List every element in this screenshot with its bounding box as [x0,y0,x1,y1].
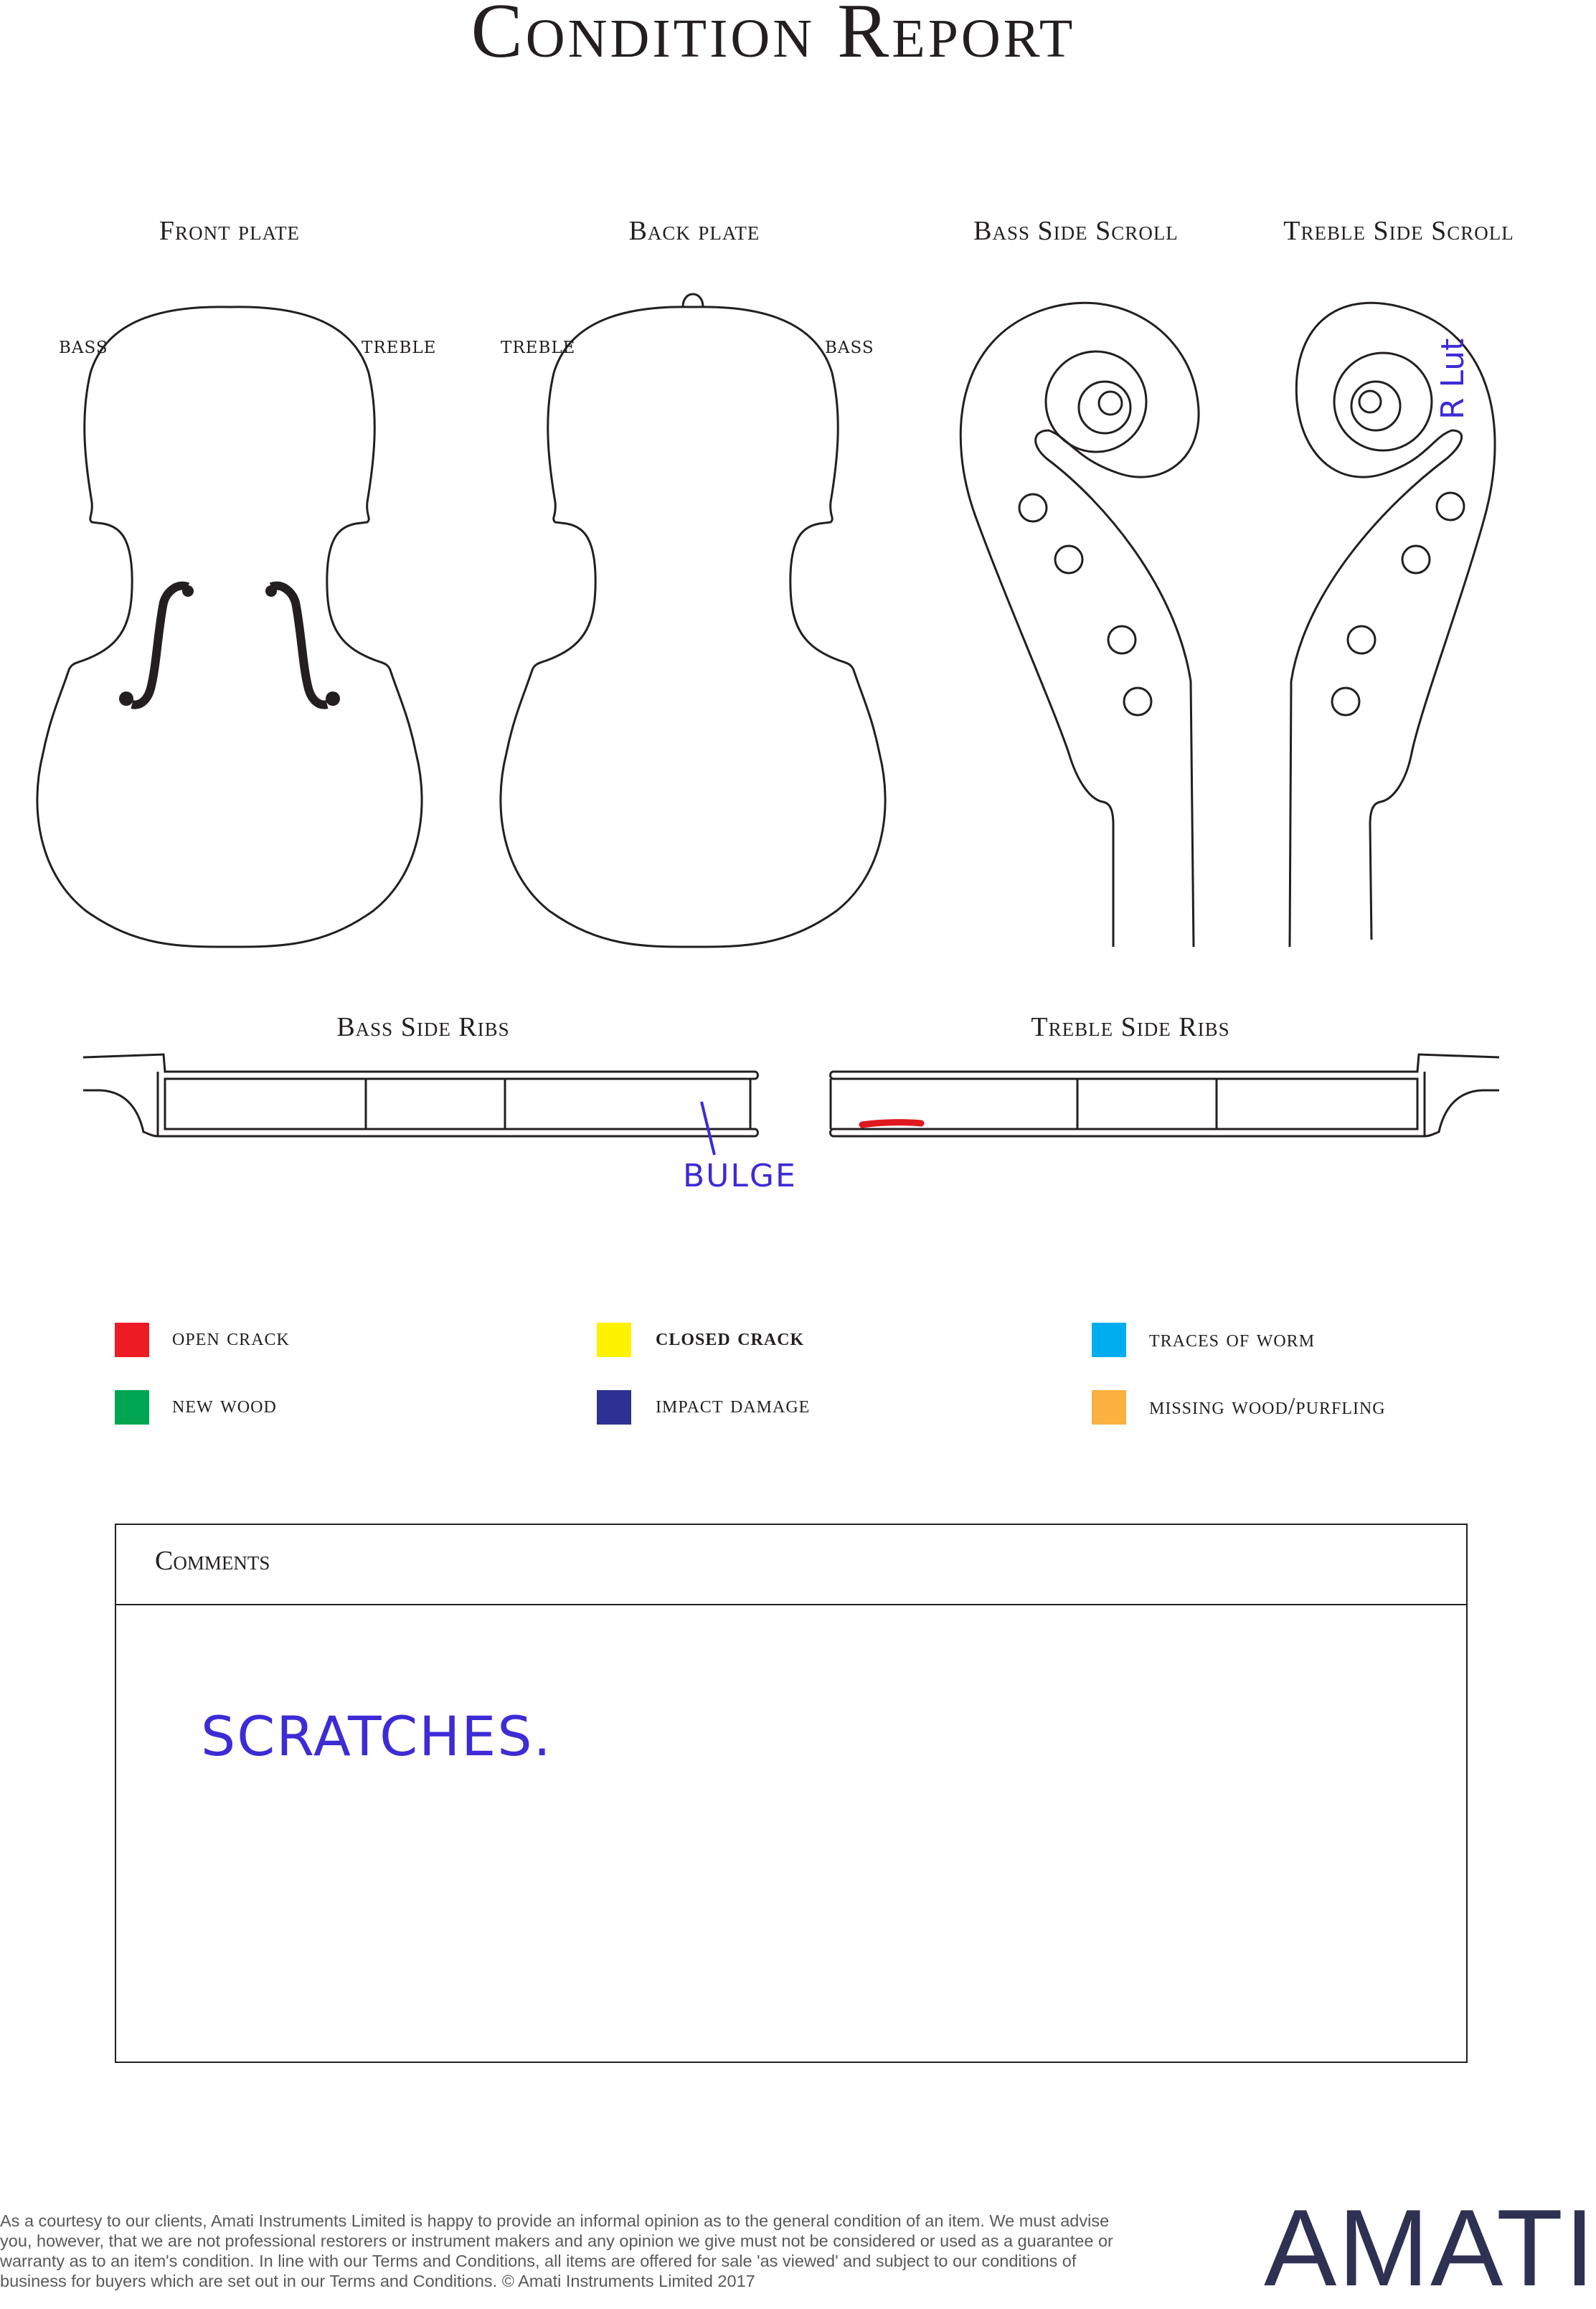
legend-label-new-wood: new wood [172,1392,277,1418]
legend-swatch-open-crack [115,1323,149,1357]
bass-scroll-volute-inner [1099,392,1122,415]
treble-scroll-volute-inner [1359,391,1381,412]
page-title: Condition Report [471,0,1076,74]
back-button [683,294,703,307]
bass-scroll-volute-outer [1046,351,1146,452]
treble-scroll-volute-mid [1351,382,1400,430]
treble-side-ribs-diagram [831,1054,1500,1136]
treble-side-scroll-label: Treble Side Scroll [1283,216,1514,246]
legend-label-traces-of-worm: traces of worm [1149,1326,1316,1352]
disclaimer-text: As a courtesy to our clients, Amati Instruments Limited is happy to provide an informal opinion as to the general condition of an item. We must advise you, however, that we are not professional restorers or instrument makers and any opinion we give must not be considered or used as a guarantee or warranty as to an item's condition. In line with our Terms and Conditions, all items are offered for sale 'as viewed' and subject to our conditions of business for buyers which are set out in our Terms and Conditions. © Amati Instruments Limited 2017 [0,2211,1113,2290]
bulge-annotation: BULGE [683,1158,797,1194]
treble-side-ribs-label: Treble Side Ribs [1031,1012,1230,1042]
f-hole-left [132,586,188,705]
back-plate-outline [501,307,885,947]
legend-swatch-new-wood [115,1390,149,1425]
f-hole-right-top-eye [265,585,277,597]
legend-label-open-crack: open crack [172,1324,290,1351]
comments-title: Comments [155,1546,270,1576]
front-plate-outline [37,307,422,947]
legend-label-closed-crack: closed crack [656,1324,805,1351]
bass-scroll-peg-hole [1055,546,1082,573]
treble-scroll-volute-outer [1334,353,1432,450]
scroll-annotation: R Lut [1435,338,1471,420]
comments-text: SCRATCHES. [201,1704,552,1768]
bass-scroll-peg-hole [1108,626,1135,653]
treble-scroll-peg-hole [1437,493,1464,520]
back-treble-label: TREBLE [501,339,576,357]
f-hole-right [271,586,327,705]
comments-header [116,1525,1466,1605]
f-hole-left-bottom-eye [119,691,133,706]
bass-scroll-peg-hole [1124,688,1151,715]
back-bass-label: BASS [825,339,874,357]
bass-scroll-peg-hole [1019,494,1047,521]
f-hole-right-bottom-eye [326,691,340,706]
f-hole-left-top-eye [182,585,194,597]
treble-scroll-peg-hole [1348,626,1375,653]
back-plate-label: Back plate [628,216,760,246]
legend-label-missing-wood: missing wood/purfling [1149,1393,1386,1420]
bass-side-scroll-label: Bass Side Scroll [973,216,1179,246]
amati-logo: AMATI [1264,2187,1596,2309]
legend-swatch-impact-damage [597,1390,631,1425]
legend-swatch-missing-wood [1092,1390,1126,1425]
legend-swatch-traces-of-worm [1092,1323,1126,1357]
front-bass-label: BASS [59,339,108,357]
comments-box[interactable] [115,1524,1468,2063]
bass-scroll-volute-mid [1079,382,1130,433]
front-plate-label: Front plate [159,216,301,246]
bass-side-ribs-label: Bass Side Ribs [336,1012,510,1042]
legend-swatch-closed-crack [597,1323,631,1357]
front-treble-label: TREBLE [362,339,437,357]
open-crack-mark [862,1123,921,1125]
bass-side-ribs-diagram [83,1054,758,1136]
treble-scroll-peg-hole [1332,688,1359,715]
legend-label-impact-damage: impact damage [656,1392,811,1418]
treble-scroll-peg-hole [1402,546,1430,573]
